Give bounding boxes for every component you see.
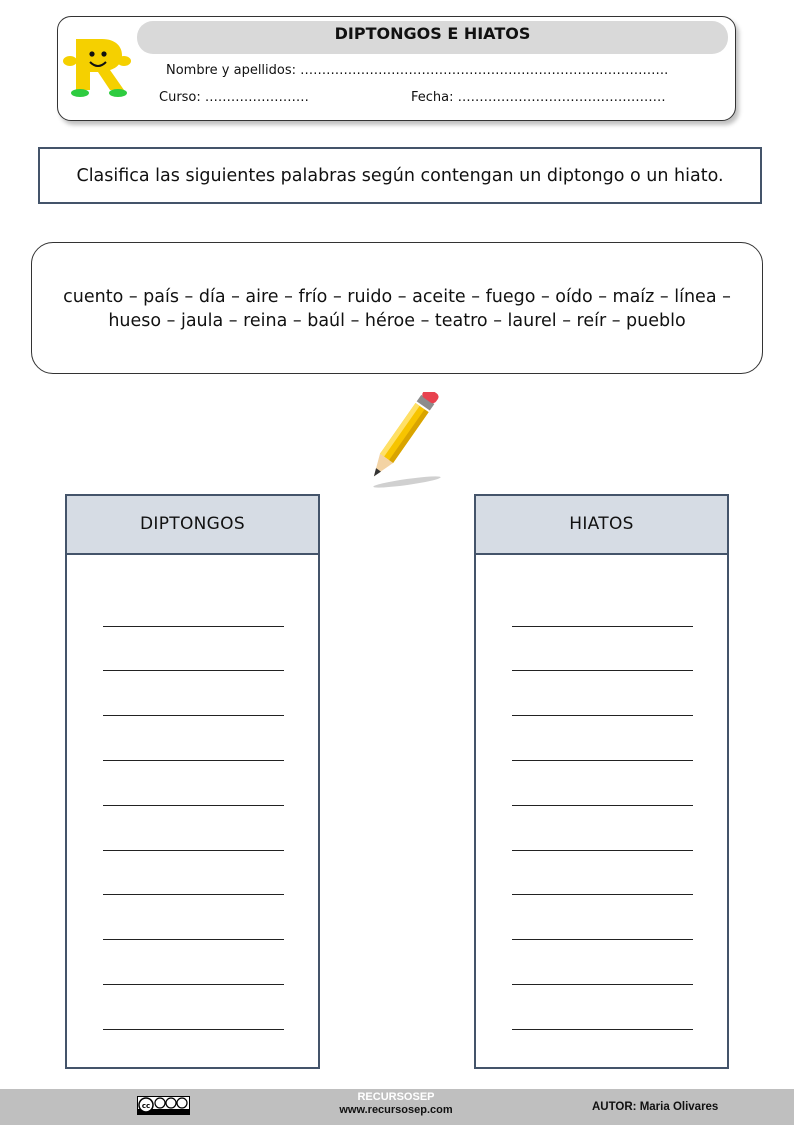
answer-line[interactable] [103,894,284,895]
answer-line[interactable] [103,805,284,806]
answer-line[interactable] [512,939,693,940]
hiatos-heading: HIATOS [476,496,727,555]
svg-text:cc: cc [141,1102,151,1110]
answer-line[interactable] [512,670,693,671]
answer-line[interactable] [512,760,693,761]
course-field[interactable]: Curso: …………………… [159,90,309,105]
cc-by-nc-sa-badge-icon [137,1096,190,1115]
diptongos-heading: DIPTONGOS [67,496,318,555]
footer-brand [296,1091,496,1117]
answer-line[interactable] [103,760,284,761]
instruction-box: Clasifica las siguientes palabras según contengan un diptongo o un hiato. [38,147,762,204]
brand-name: RECURSOSEP [357,1091,435,1103]
answer-line[interactable] [103,850,284,851]
word-list-box [31,242,763,374]
word-list-line-2: hueso – jaula – reina – baúl – héroe – teatro – laurel – reír – pueblo [108,311,686,331]
letter-r-mascot-icon [62,34,132,98]
worksheet-title: DIPTONGOS E HIATOS [137,21,728,54]
word-list-line-1: cuento – país – día – aire – frío – ruido – aceite – fuego – oído – maíz – línea – [63,287,731,307]
answer-line[interactable] [512,626,693,627]
answer-line[interactable] [512,984,693,985]
answer-line[interactable] [103,626,284,627]
answer-line[interactable] [103,670,284,671]
answer-line[interactable] [512,850,693,851]
answer-line[interactable] [103,1029,284,1030]
answer-line[interactable] [512,805,693,806]
answer-line[interactable] [103,715,284,716]
website-link[interactable]: www.recursosep.com [339,1104,453,1116]
name-field[interactable]: Nombre y apellidos: …………………………………………………………………………. [166,63,669,78]
answer-line[interactable] [103,939,284,940]
date-field[interactable]: Fecha: ………………………………………… [411,90,666,105]
answer-line[interactable] [512,1029,693,1030]
hiatos-column [474,494,729,1069]
answer-line[interactable] [512,715,693,716]
pencil-icon [352,392,444,492]
diptongos-column [65,494,320,1069]
author-credit: AUTOR: Maria Olivares [592,1101,719,1113]
answer-line[interactable] [103,984,284,985]
answer-line[interactable] [512,894,693,895]
